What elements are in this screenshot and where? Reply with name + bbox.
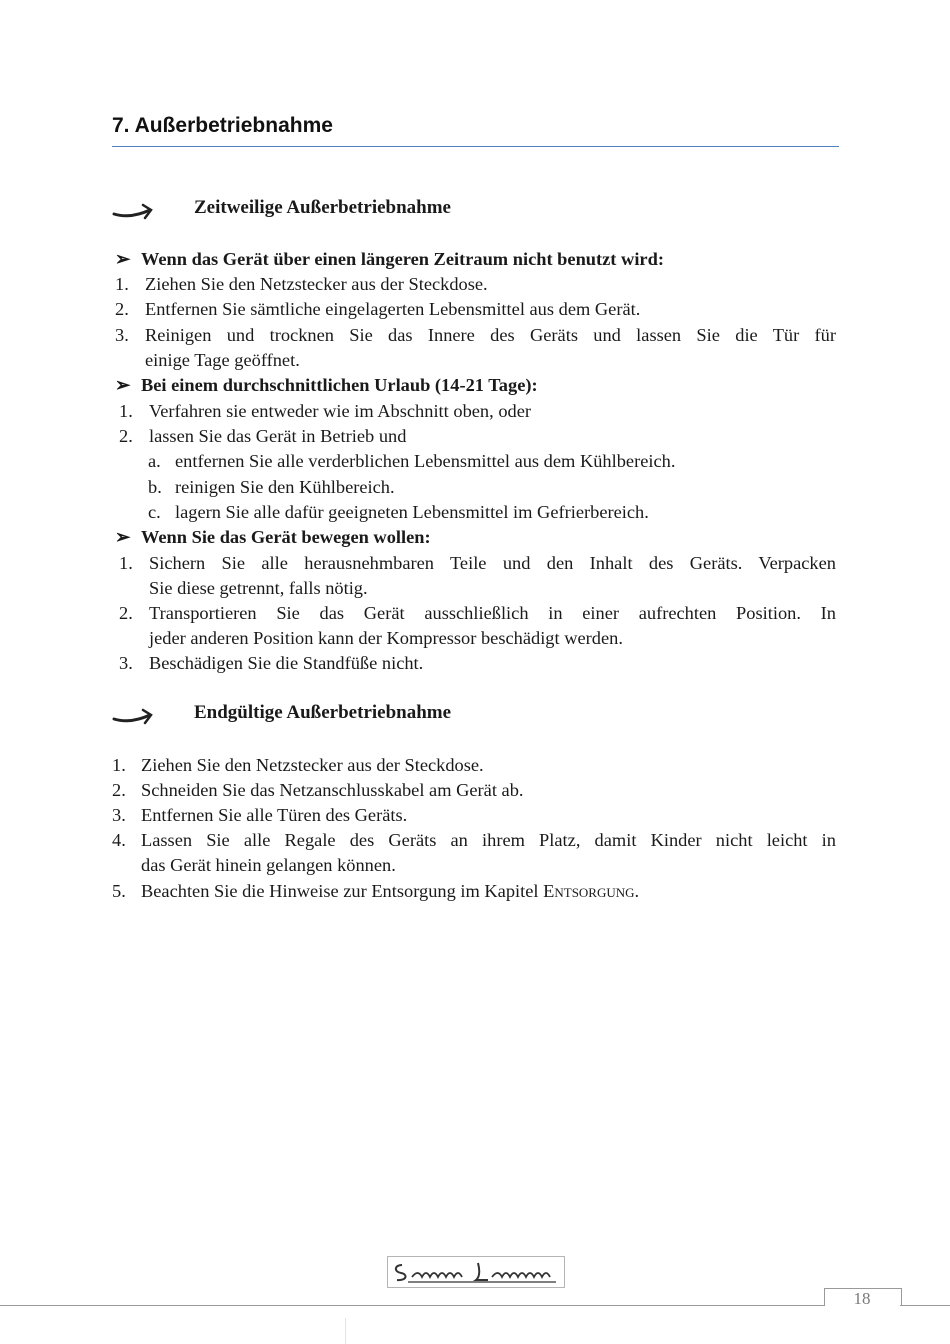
list-item-text: Beachten Sie die Hinweise zur Entsorgung im Kapitel xyxy=(141,881,544,901)
scan-crease xyxy=(345,1318,346,1344)
list-number: 3. xyxy=(119,653,133,673)
list-item: Entfernen Sie alle Türen des Geräts. xyxy=(141,805,408,825)
list-item-continued: jeder anderen Position kann der Kompressor beschädigt werden. xyxy=(149,628,623,648)
sublist-letter: b. xyxy=(148,477,162,497)
title-divider xyxy=(112,146,839,147)
list-item-continued: einige Tage geöffnet. xyxy=(145,350,300,370)
list-item: Reinigen und trocknen Sie das Innere des Geräts und lassen Sie die Tür für xyxy=(145,325,836,345)
list-number: 2. xyxy=(112,780,126,800)
list-number: 1. xyxy=(115,274,129,294)
list-number: 1. xyxy=(119,553,133,573)
list-number: 3. xyxy=(112,805,126,825)
list-number: 2. xyxy=(119,426,133,446)
list-item: Entfernen Sie sämtliche eingelagerten Lebensmittel aus dem Gerät. xyxy=(145,299,641,319)
footer-divider xyxy=(0,1305,824,1306)
list-number: 5. xyxy=(112,881,126,901)
list-item: Schneiden Sie das Netzanschlusskabel am Gerät ab. xyxy=(141,780,524,800)
list-number: 4. xyxy=(112,830,126,850)
list-number: 1. xyxy=(119,401,133,421)
footer-divider xyxy=(900,1305,950,1306)
sublist-item: lagern Sie alle dafür geeigneten Lebensmittel im Gefrierbereich. xyxy=(175,502,649,522)
arrow-bullet-icon: ➢ xyxy=(115,527,131,547)
section-title: 7. Außerbetriebnahme xyxy=(112,114,333,137)
sublist-letter: c. xyxy=(148,502,161,522)
list-number: 2. xyxy=(119,603,133,623)
sublist-item: entfernen Sie alle verderblichen Lebensmittel aus dem Kühlbereich. xyxy=(175,451,676,471)
group-title: Bei einem durchschnittlichen Urlaub (14-21 Tage): xyxy=(141,375,538,395)
list-item: lassen Sie das Gerät in Betrieb und xyxy=(149,426,407,446)
list-item: Sichern Sie alle herausnehmbaren Teile und den Inhalt des Geräts. Verpacken xyxy=(149,553,836,573)
list-item: Beschädigen Sie die Standfüße nicht. xyxy=(149,653,424,673)
list-item-end: . xyxy=(634,881,640,901)
list-number: 2. xyxy=(115,299,129,319)
list-number: 1. xyxy=(112,755,126,775)
subheading-permanent-text: Endgültige Außerbetriebnahme xyxy=(194,702,452,723)
list-item: Transportieren Sie das Gerät ausschließlich in einer aufrechten Position. In xyxy=(149,603,836,623)
sublist-item: reinigen Sie den Kühlbereich. xyxy=(175,477,395,497)
page-number: 18 xyxy=(853,1289,871,1308)
list-number: 3. xyxy=(115,325,129,345)
list-item-continued: das Gerät hinein gelangen können. xyxy=(141,855,396,875)
swoosh-arrow-icon xyxy=(112,706,154,728)
group-title: Wenn Sie das Gerät bewegen wollen: xyxy=(141,527,431,547)
list-item: Ziehen Sie den Netzstecker aus der Steckdose. xyxy=(141,755,484,775)
list-item: Verfahren sie entweder wie im Abschnitt oben, oder xyxy=(149,401,531,421)
arrow-bullet-icon: ➢ xyxy=(115,375,131,395)
list-item: Ziehen Sie den Netzstecker aus der Steckdose. xyxy=(145,274,488,294)
arrow-bullet-icon: ➢ xyxy=(115,249,131,269)
group-title: Wenn das Gerät über einen längeren Zeitraum nicht benutzt wird: xyxy=(141,249,664,269)
list-item xyxy=(141,879,639,904)
list-item: Lassen Sie alle Regale des Geräts an ihrem Platz, damit Kinder nicht leicht in xyxy=(141,830,836,850)
brand-logo xyxy=(387,1256,565,1288)
subheading-temporary-text: Zeitweilige Außerbetriebnahme xyxy=(194,197,451,218)
brand-logo-mark xyxy=(388,1257,564,1287)
swoosh-arrow-icon xyxy=(112,201,154,223)
list-item-continued: Sie diese getrennt, falls nötig. xyxy=(149,578,368,598)
sublist-letter: a. xyxy=(148,451,161,471)
chapter-reference: Entsorgung xyxy=(543,881,635,901)
